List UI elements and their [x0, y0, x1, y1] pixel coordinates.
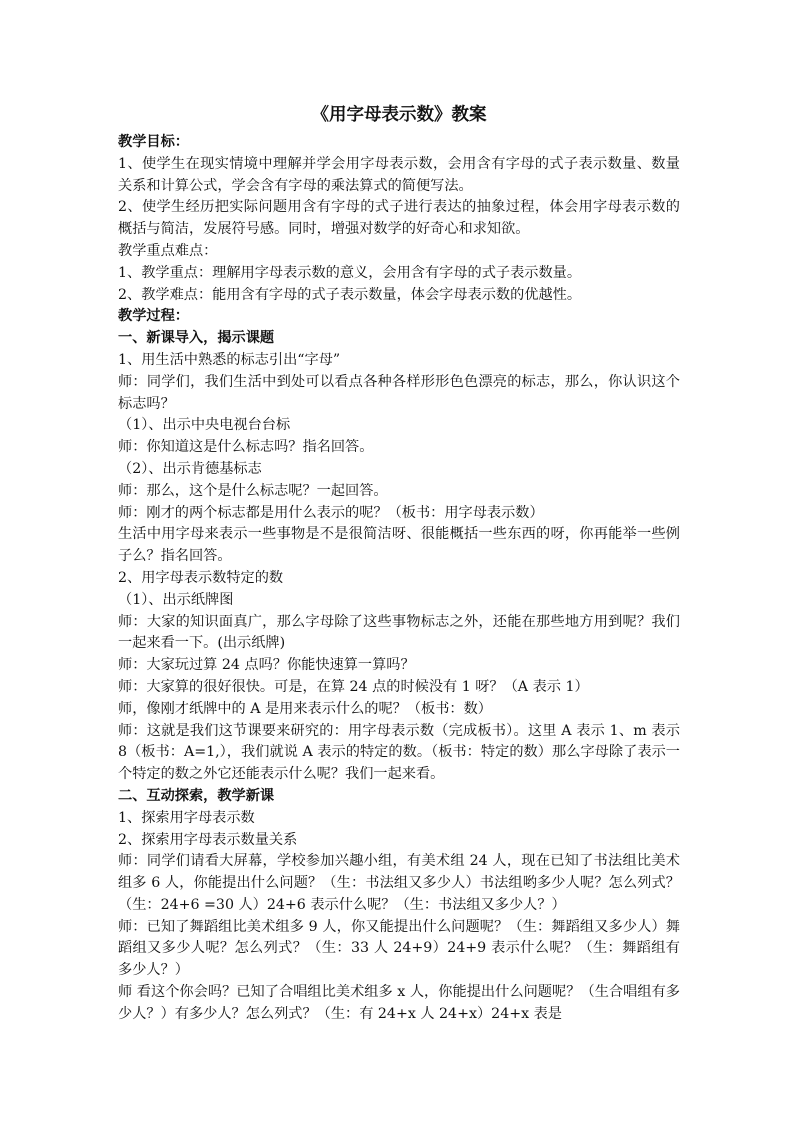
section-heading: 教学过程：	[118, 308, 189, 325]
body-paragraph: 1、探索用字母表示数	[118, 809, 255, 826]
body-paragraph: 师：刚才的两个标志都是用什么表示的呢？（板书：用字母表示数）	[118, 504, 544, 521]
body-paragraph: 1、使学生在现实情境中理解并学会用字母表示数，会用含有字母的式子表示数量、数量关系和计算公式，学会含有字母的乘法算式的简便写法。	[118, 155, 680, 194]
body-paragraph: （2）、出示肯德基标志	[118, 460, 262, 477]
body-paragraph: （1）、出示纸牌图	[118, 591, 234, 608]
body-paragraph: 2、使学生经历把实际问题用含有字母的式子进行表达的抽象过程，体会用字母表示数的概括与简洁，发展符号感。同时，增强对数学的好奇心和求知欲。	[118, 199, 680, 238]
body-paragraph: 师：这就是我们这节课要来研究的：用字母表示数（完成板书）。这里 A 表示 1、m 表示 8（板书：A=1,），我们就说 A 表示的特定的数。（板书：特定的数）那么字母除了表示一个特定的数之外它还能表示什么呢？我们一起来看。	[118, 722, 680, 783]
body-paragraph: 2、用字母表示数特定的数	[118, 569, 284, 586]
section-heading: 教学目标：	[118, 134, 189, 150]
body-paragraph: 师：同学们，我们生活中到处可以看点各种各样形形色色漂亮的标志，那么，你认识这个标志吗？	[118, 373, 680, 412]
document-title: 《用字母表示数》教案	[311, 105, 487, 125]
section-heading: 二、互动探索，教学新课	[118, 787, 275, 804]
body-paragraph: （1）、出示中央电视台台标	[118, 417, 291, 434]
body-paragraph: 教学重点难点：	[118, 242, 218, 259]
section-heading: 一、新课导入，揭示课题	[118, 330, 275, 347]
body-paragraph: 师 看这个你会吗？已知了合唱组比美术组多 x 人，你能提出什么问题呢？（生合唱组有多少人？）有多少人？怎么列式？（生：有 24+x 人 24+x）24+x 表是	[118, 984, 680, 1022]
body-paragraph: 师：大家玩过算 24 点吗？你能快速算一算吗？	[118, 657, 415, 674]
body-paragraph: 1、用生活中熟悉的标志引出“字母”	[118, 351, 341, 368]
body-paragraph: 师，像刚才纸牌中的 A 是用来表示什么的呢？（板书：数）	[118, 700, 492, 717]
document-body	[118, 132, 680, 1026]
body-paragraph: 师：大家算的很好很快。可是，在算 24 点的时候没有 1 呀？（A 表示 1）	[118, 678, 589, 695]
body-paragraph: 师：那么，这个是什么标志呢？一起回答。	[118, 482, 388, 499]
body-paragraph: 生活中用字母来表示一些事物是不是很简洁呀、很能概括一些东西的呀，你再能举一些例子么？指名回答。	[118, 526, 680, 565]
body-paragraph: 2、探索用字母表示数量关系	[118, 831, 298, 848]
body-paragraph: 2、教学难点：能用含有字母的式子表示数量，体会字母表示数的优越性。	[118, 286, 582, 303]
body-paragraph: 师：你知道这是什么标志吗？指名回答。	[118, 439, 374, 456]
body-paragraph: 师：已知了舞蹈组比美术组多 9 人，你又能提出什么问题呢？（生：舞蹈组又多少人）舞蹈组又多少人呢？怎么列式？（生：33 人 24+9）24+9 表示什么呢？（生：舞蹈组有多少人？）	[118, 918, 680, 979]
body-paragraph: 1、教学重点：理解用字母表示数的意义，会用含有字母的式子表示数量。	[118, 264, 582, 281]
document-page	[118, 102, 680, 1026]
body-paragraph: 师：同学们请看大屏幕，学校参加兴趣小组，有美术组 24 人，现在已知了书法组比美术组多 6 人，你能提出什么问题？（生：书法组又多少人）书法组哟多少人呢？怎么列式？（生：24+6 =30 人）24+6 表示什么呢？（生：书法组又多少人？）	[118, 853, 680, 913]
body-paragraph: 师：大家的知识面真广，那么字母除了这些事物标志之外，还能在那些地方用到呢？我们一起来看一下。(出示纸牌)	[118, 613, 680, 652]
